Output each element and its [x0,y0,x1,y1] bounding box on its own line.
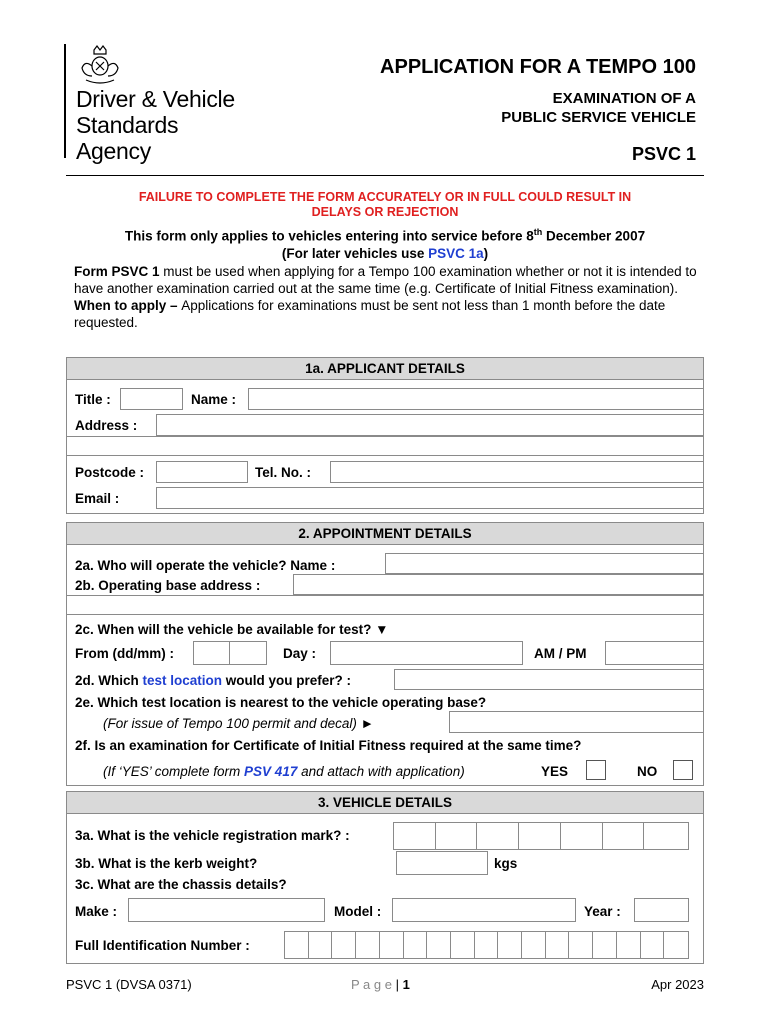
ampm-label: AM / PM [534,646,587,661]
kerb-weight-field[interactable] [396,851,488,875]
page-word: P a g e [351,977,392,992]
q2f-note-b: and attach with application) [297,764,465,779]
email-label: Email : [75,491,120,506]
test-location-link[interactable]: test location [142,673,223,688]
applies-text-a: This form only applies to vehicles entering into service before 8 [124,228,534,244]
psv417-link[interactable]: PSV 417 [244,764,298,779]
q3a-label: 3a. What is the vehicle registration mark? : [75,828,350,843]
model-field[interactable] [392,898,576,922]
royal-crest-icon [78,44,122,84]
kgs-label: kgs [494,856,518,871]
org-line-1: Driver & Vehicle [76,86,235,112]
yes-checkbox[interactable] [586,760,606,780]
intro-text: must be used when applying for a Tempo 100 examination whether or not it is intended to have another examination carried out at the same time (e.g. Certificate of Initial Fitness examination). [74,264,697,296]
intro-bold: Form PSVC 1 [74,264,160,279]
operator-name-field[interactable] [385,553,704,574]
model-label: Model : [334,904,382,919]
q2c-label: 2c. When will the vehicle be available for test? ▼ [75,622,389,637]
later-text-a: (For later vehicles use [281,245,429,261]
tel-field[interactable] [330,461,704,483]
nearest-location-field[interactable] [449,711,704,733]
email-field[interactable] [156,487,704,509]
vin-field[interactable] [284,931,689,959]
footer-page [351,977,410,992]
day-label: Day : [283,646,317,661]
dvsa-logo [64,44,264,164]
ampm-field[interactable] [605,641,704,665]
form-code: PSVC 1 [631,144,696,164]
applies-notice [66,224,704,262]
q2d-label [75,673,351,688]
logo-bar [64,44,66,158]
warning-notice [66,190,704,220]
no-label: NO [637,764,658,779]
section-3-heading: 3. VEHICLE DETAILS [67,792,703,814]
applicant-details-section [66,357,704,514]
q2d-text-b: would you prefer? : [222,673,352,688]
registration-mark-field[interactable] [393,822,689,850]
org-name [76,86,235,164]
section-2-heading: 2. APPOINTMENT DETAILS [67,523,703,545]
q2f-note-a: (If ‘YES’ complete form [103,764,245,779]
address-field-2[interactable] [67,436,704,456]
q2a-label: 2a. Who will operate the vehicle? Name : [75,558,336,573]
org-line-2: Standards [76,112,179,138]
footer-date: Apr 2023 [651,977,704,992]
from-date-field[interactable] [193,641,267,665]
org-line-3: Agency [76,138,151,164]
q2e-note: (For issue of Tempo 100 permit and decal) ► [103,716,374,731]
no-checkbox[interactable] [673,760,693,780]
year-field[interactable] [634,898,689,922]
warning-line-2: DELAYS OR REJECTION [311,205,459,219]
q2e-label: 2e. Which test location is nearest to the vehicle operating base? [75,695,487,710]
q2f-label: 2f. Is an examination for Certificate of Initial Fitness required at the same time? [75,738,582,753]
make-field[interactable] [128,898,325,922]
appointment-details-section [66,522,704,786]
applies-text-b: December 2007 [542,228,646,244]
form-subtitle-1: EXAMINATION OF A [552,90,696,107]
warning-line-1: FAILURE TO COMPLETE THE FORM ACCURATELY OR IN FULL COULD RESULT IN [138,190,632,204]
footer-code: PSVC 1 (DVSA 0371) [66,977,192,992]
q3c-label: 3c. What are the chassis details? [75,877,287,892]
form-subtitle-2: PUBLIC SERVICE VEHICLE [501,109,696,126]
make-label: Make : [75,904,118,919]
postcode-field[interactable] [156,461,248,483]
name-field[interactable] [248,388,704,410]
when-text: Applications for examinations must be sent not less than 1 month before the date requested. [74,298,666,330]
form-title: APPLICATION FOR A TEMPO 100 [380,56,696,78]
applies-sup: th [533,227,543,237]
title-field[interactable] [120,388,183,410]
base-address-field-2[interactable] [67,595,704,615]
q2f-note [103,764,465,779]
q2d-text-a: 2d. Which [75,673,143,688]
section-1-heading: 1a. APPLICANT DETAILS [67,358,703,380]
when-bold: When to apply – [74,298,182,313]
vehicle-details-section [66,791,704,964]
yes-label: YES [541,764,569,779]
day-field[interactable] [330,641,523,665]
from-label: From (dd/mm) : [75,646,174,661]
name-label: Name : [191,392,237,407]
page-sep: | [391,977,403,992]
year-label: Year : [584,904,621,919]
intro-paragraph [74,263,704,331]
tel-label: Tel. No. : [255,465,311,480]
address-label: Address : [75,418,138,433]
base-address-field-1[interactable] [293,574,704,595]
postcode-label: Postcode : [75,465,145,480]
psvc1a-link[interactable]: PSVC 1a [428,245,484,261]
header-divider [66,175,704,176]
q2b-label: 2b. Operating base address : [75,578,261,593]
q3b-label: 3b. What is the kerb weight? [75,856,258,871]
preferred-location-field[interactable] [394,669,704,690]
title-label: Title : [75,392,111,407]
page-number: 1 [402,977,410,992]
address-field-1[interactable] [156,414,704,436]
vin-label: Full Identification Number : [75,938,250,953]
later-text-b: ) [483,245,489,261]
